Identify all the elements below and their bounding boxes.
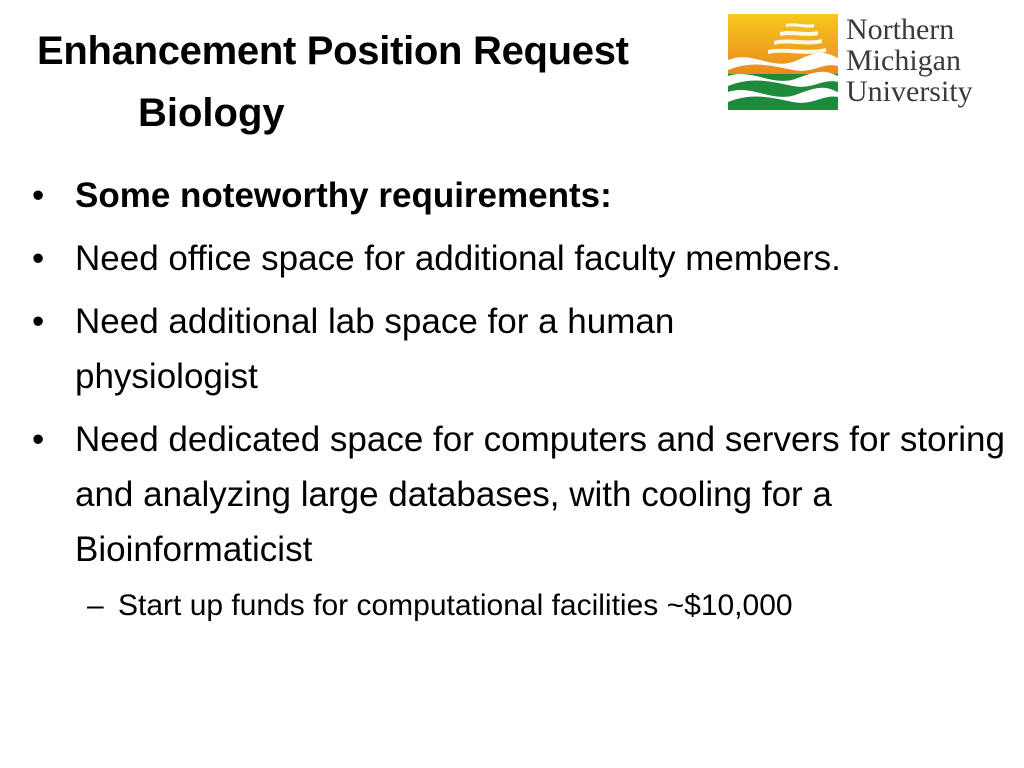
bullet-text: Need additional lab space for a human physiologist (75, 302, 675, 396)
sub-bullet-item (32, 581, 1007, 631)
logo-line-northern: Northern (846, 13, 955, 46)
bullet-item (32, 168, 1007, 223)
bullet-item (32, 294, 835, 404)
logo-line-michigan: Michigan (846, 44, 961, 77)
bullet-item (32, 412, 1024, 577)
logo-wordmark (846, 14, 973, 107)
bullet-item (32, 231, 1007, 286)
bullet-list (32, 168, 1007, 631)
bullet-dot-icon: • (32, 302, 45, 341)
bullet-text: Need dedicated space for computers and servers for storing and analyzing large databases, with cooling for a Bioinformaticist (75, 420, 1005, 569)
logo-line-university: University (846, 75, 973, 108)
sub-bullet-text: Start up funds for computational facilities ~$10,000 (118, 589, 793, 622)
bullet-text: Need office space for additional faculty members. (75, 239, 841, 278)
sub-bullet-dash-icon: – (87, 589, 104, 622)
slide-title: Enhancement Position Request (37, 29, 629, 73)
bullet-dot-icon: • (32, 176, 45, 215)
university-logo (726, 12, 1008, 112)
bullet-dot-icon: • (32, 420, 45, 459)
slide-subtitle: Biology (138, 91, 285, 135)
bullet-text: Some noteworthy requirements: (75, 176, 612, 215)
bullet-dot-icon: • (32, 239, 45, 278)
nmu-wave-logo-icon (728, 14, 838, 110)
